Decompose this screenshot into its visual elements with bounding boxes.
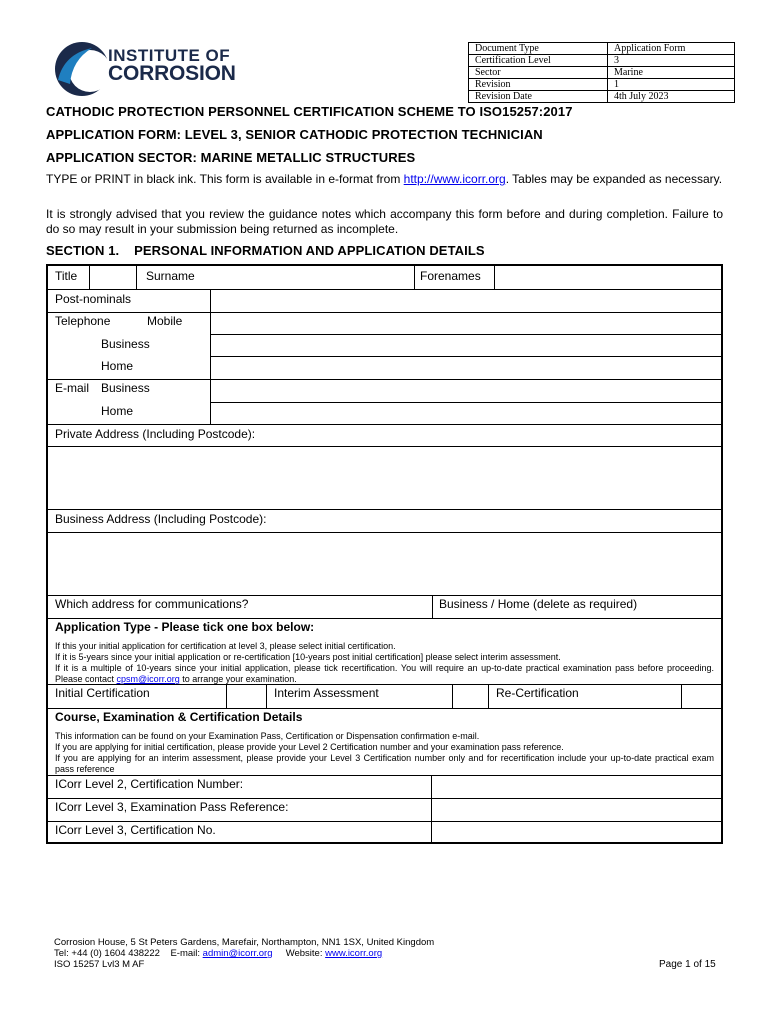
instruction-text-after: to arrange your examination. (179, 674, 297, 684)
level2-cert-label: ICorr Level 2, Certification Number: (55, 777, 244, 791)
meta-label: Certification Level (469, 55, 608, 67)
footer-email-link[interactable]: admin@icorr.org (202, 948, 273, 959)
instruction-line: If you are applying for an interim assessment, please provide your Level 3 Certification number only and for recertification include your up-to-date practical exam pass reference (55, 753, 714, 774)
meta-label: Revision Date (469, 91, 608, 103)
forenames-label: Forenames (420, 269, 481, 283)
page-number: Page 1 of 15 (659, 959, 716, 970)
initial-certification-checkbox[interactable] (227, 685, 265, 708)
meta-label: Document Type (469, 43, 608, 55)
instruction-line: If you are applying for initial certification, please provide your Level 2 Certification number and your examination pass reference. (55, 742, 564, 752)
intro-paragraph-2: It is strongly advised that you review the guidance notes which accompany this form before and during completion. Failure to do so may result in your submission being returned as incomplete. (46, 207, 723, 236)
instruction-line: This information can be found on your Examination Pass, Certification or Dispensation confirmation e-mail. (55, 731, 480, 741)
intro-paragraph-1 (46, 172, 723, 187)
section1-heading: SECTION 1. PERSONAL INFORMATION AND APPLICATION DETAILS (46, 243, 485, 258)
instruction-line: If this your initial application for certification at level 3, please select initial certification. (55, 641, 396, 651)
email-label: E-mail (55, 381, 90, 395)
document-meta-table (468, 42, 735, 103)
meta-row (469, 43, 735, 55)
interim-assessment-label: Interim Assessment (274, 686, 379, 700)
intro-text: TYPE or PRINT in black ink. This form is available in e-format from (46, 172, 404, 186)
meta-value: 1 (608, 79, 735, 91)
scheme-title: CATHODIC PROTECTION PERSONNEL CERTIFICATION SCHEME TO ISO15257:2017 (46, 104, 573, 119)
instruction-line: If it is 5-years since your initial application or re-certification [10-years post initial certification] please select interim assessment. (55, 652, 561, 662)
business-phone-label: Business (101, 337, 150, 351)
title-field[interactable] (90, 266, 136, 289)
which-address-label: Which address for communications? (55, 597, 249, 611)
telephone-label: Telephone (55, 314, 111, 328)
post-nominals-field[interactable] (211, 290, 723, 312)
level2-cert-field[interactable] (432, 776, 723, 798)
course-instructions (55, 731, 714, 775)
business-address-label: Business Address (Including Postcode): (55, 512, 267, 526)
private-address-label: Private Address (Including Postcode): (55, 427, 256, 441)
home-phone-label: Home (101, 359, 134, 373)
footer-contact (54, 948, 724, 959)
footer-tel: Tel: +44 (0) 1604 438222 E-mail: (54, 948, 203, 959)
footer (54, 937, 724, 970)
form-title: APPLICATION FORM: LEVEL 3, SENIOR CATHODIC PROTECTION TECHNICIAN (46, 127, 543, 142)
business-address-field[interactable] (48, 533, 723, 595)
meta-row (469, 67, 735, 79)
post-nominals-label: Post-nominals (55, 292, 132, 306)
course-heading: Course, Examination & Certification Details (55, 710, 303, 724)
mobile-phone-field[interactable] (211, 313, 723, 335)
level3-exam-field[interactable] (432, 799, 723, 821)
email-business-label: Business (101, 381, 150, 395)
email-home-field[interactable] (211, 403, 723, 424)
meta-value: Application Form (608, 43, 735, 55)
logo (52, 40, 242, 98)
interim-assessment-checkbox[interactable] (453, 685, 487, 708)
logo-text-line2: CORROSION (108, 62, 236, 85)
mobile-label: Mobile (147, 314, 183, 328)
meta-label: Revision (469, 79, 608, 91)
application-type-heading: Application Type - Please tick one box below: (55, 620, 315, 634)
sector-title: APPLICATION SECTOR: MARINE METALLIC STRUCTURES (46, 150, 416, 165)
meta-row (469, 55, 735, 67)
meta-row (469, 91, 735, 103)
application-form-table (46, 264, 723, 844)
logo-text-line1: INSTITUTE OF (108, 46, 231, 65)
home-phone-field[interactable] (211, 357, 723, 379)
meta-value: Marine (608, 67, 735, 79)
email-business-field[interactable] (211, 380, 723, 402)
logo-swoosh-icon (52, 40, 110, 98)
business-phone-field[interactable] (211, 335, 723, 357)
recertification-checkbox[interactable] (682, 685, 723, 708)
private-address-field[interactable] (48, 447, 723, 509)
cpsm-email-link[interactable]: cpsm@icorr.org (116, 674, 180, 684)
forenames-field[interactable] (495, 266, 723, 289)
level3-cert-field[interactable] (432, 822, 723, 843)
email-home-label: Home (101, 404, 134, 418)
meta-row (469, 79, 735, 91)
icorr-website-link[interactable]: http://www.icorr.org (403, 172, 506, 186)
initial-certification-label: Initial Certification (55, 686, 150, 700)
meta-value: 3 (608, 55, 735, 67)
meta-value: 4th July 2023 (608, 91, 735, 103)
surname-field[interactable] (208, 266, 413, 289)
instruction-text: If it is a multiple of 10-years since your initial application, please tick recertification. You will require an up-to-date practical examination pass before proceeding. Please contact (55, 663, 714, 684)
footer-doc-ref: ISO 15257 Lvl3 M AF (54, 959, 145, 970)
application-type-instructions (55, 641, 714, 685)
level3-cert-label: ICorr Level 3, Certification No. (55, 823, 216, 837)
title-label: Title (55, 269, 78, 283)
business-home-option[interactable]: Business / Home (delete as required) (439, 597, 638, 611)
instruction-line (55, 663, 714, 685)
surname-label: Surname (146, 269, 195, 283)
intro-text-after: . Tables may be expanded as necessary. (505, 172, 723, 186)
recertification-label: Re-Certification (496, 686, 579, 700)
footer-website-link[interactable]: www.icorr.org (325, 948, 383, 959)
level3-exam-label: ICorr Level 3, Examination Pass Reference: (55, 800, 289, 814)
footer-address: Corrosion House, 5 St Peters Gardens, Marefair, Northampton, NN1 1SX, United Kingdom (54, 937, 435, 948)
meta-label: Sector (469, 67, 608, 79)
footer-website-label: Website: (272, 948, 326, 959)
